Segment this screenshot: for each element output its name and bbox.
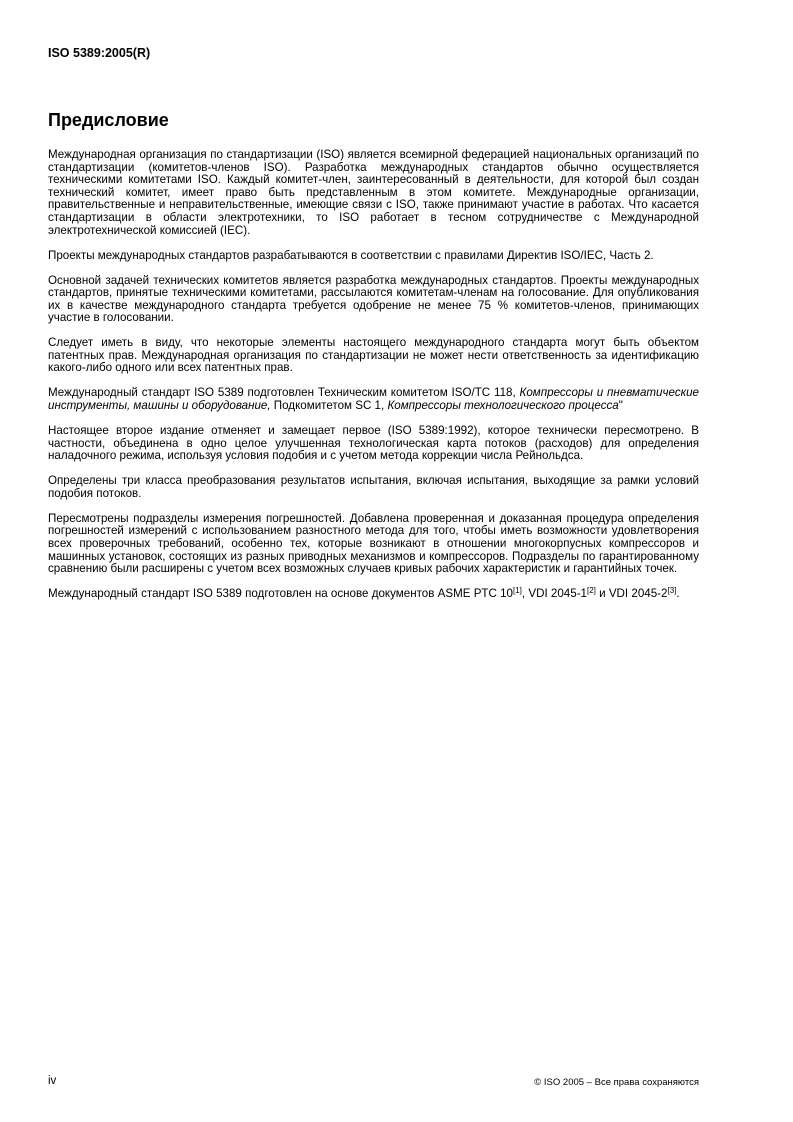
paragraph-text: и VDI 2045-2 [595, 587, 668, 601]
reference-1: [1] [513, 586, 522, 596]
paragraph-text: , VDI 2045-1 [521, 587, 587, 601]
reference-3: [3] [667, 586, 677, 596]
subcommittee-name: Компрессоры технологического процесса [387, 399, 619, 413]
paragraph-text: " [618, 399, 623, 413]
paragraph-directives: Проекты международных стандартов разрабатываются в соответствии с правилами Директив ISO/IEC, Часть 2. [48, 248, 654, 262]
page-number: iv [48, 1075, 57, 1087]
reference-2: [2] [587, 586, 596, 596]
paragraph-patent-rights: Следует иметь в виду, что некоторые элементы настоящего международного стандарта могут быть объектом патентных прав. Международная организация по стандартизации не может нести ответственность за идентификацию какого-либо одного или всех патентных прав. [48, 336, 699, 375]
document-id-header: ISO 5389:2005(R) [48, 46, 151, 60]
paragraph-iso-organization: Международная организация по стандартизации (ISO) является всемирной федерацией национальных организаций по стандартизации (комитетов-членов ISO). Разработка международных стандартов обычно осуществляется техническими комитетами ISO. Каждый комитет-член, заинтересованный в деятельности, для которой был создан технический комитет, имеет право быть представленным в этом комитете. Международные организации, правительственные и неправительственные, имеющие связи с ISO, также принимают участие в работах. Что касается стандартизации в области электротехники, то ISO работает в тесном сотрудничестве с Международной электротехнической комиссией (IEC). [48, 148, 699, 237]
paragraph-text: . [676, 587, 680, 601]
paragraph-text: Подкомитетом SC 1, [270, 399, 388, 413]
paragraph-based-on [48, 588, 699, 601]
paragraph-second-edition: Настоящее второе издание отменяет и замещает первое (ISO 5389:1992), которое технически пересмотрено. В частности, объединена в одно целое улучшенная технологическая карта потоков (расходов) для определения наладочного режима, используя условия подобия и с учетом метода коррекции числа Рейнольдса. [48, 424, 699, 463]
page-title: Предисловие [48, 110, 169, 130]
paragraph-technical-committees: Основной задачей технических комитетов является разработка международных стандартов. Проекты международных стандартов, принятые техническими комитетами, рассылаются комитетам-членам на голосование. Для опубликования их в качестве международного стандарта требуется одобрение не менее 75 % комитетов-членов, принимающих участие в голосовании. [48, 273, 699, 325]
paragraph-text: Международный стандарт ISO 5389 подготовлен на основе документов ASME PTC 10 [48, 587, 513, 601]
foreword-body [48, 149, 699, 613]
paragraph-uncertainty: Пересмотрены подразделы измерения погрешностей. Добавлена проверенная и доказанная процедура определения погрешностей измерений с использованием разностного метода для того, чтобы иметь возможности удовлетворения всех проверочных требований, особенно тех, которые возникают в отношении многокорпусных компрессоров и машинных установок, состоящих из разных приводных механизмов и компрессоров. Подразделы по гарантированному сравнению были расширены с учетом всех возможных случаев кривых рабочих характеристик и гарантийных точек. [48, 511, 699, 576]
paragraph-prepared-by [48, 387, 699, 412]
committee-name: Компрессоры и пневматические инструменты, машины и оборудование, [48, 386, 699, 413]
copyright-notice: © ISO 2005 – Все права сохраняются [534, 1077, 699, 1088]
paragraph-conversion-classes: Определены три класса преобразования результатов испытания, включая испытания, выходящие за рамки условий подобия потоков. [48, 474, 699, 500]
paragraph-text: Международный стандарт ISO 5389 подготовлен Техническим комитетом ISO/TC 118, [48, 386, 520, 400]
